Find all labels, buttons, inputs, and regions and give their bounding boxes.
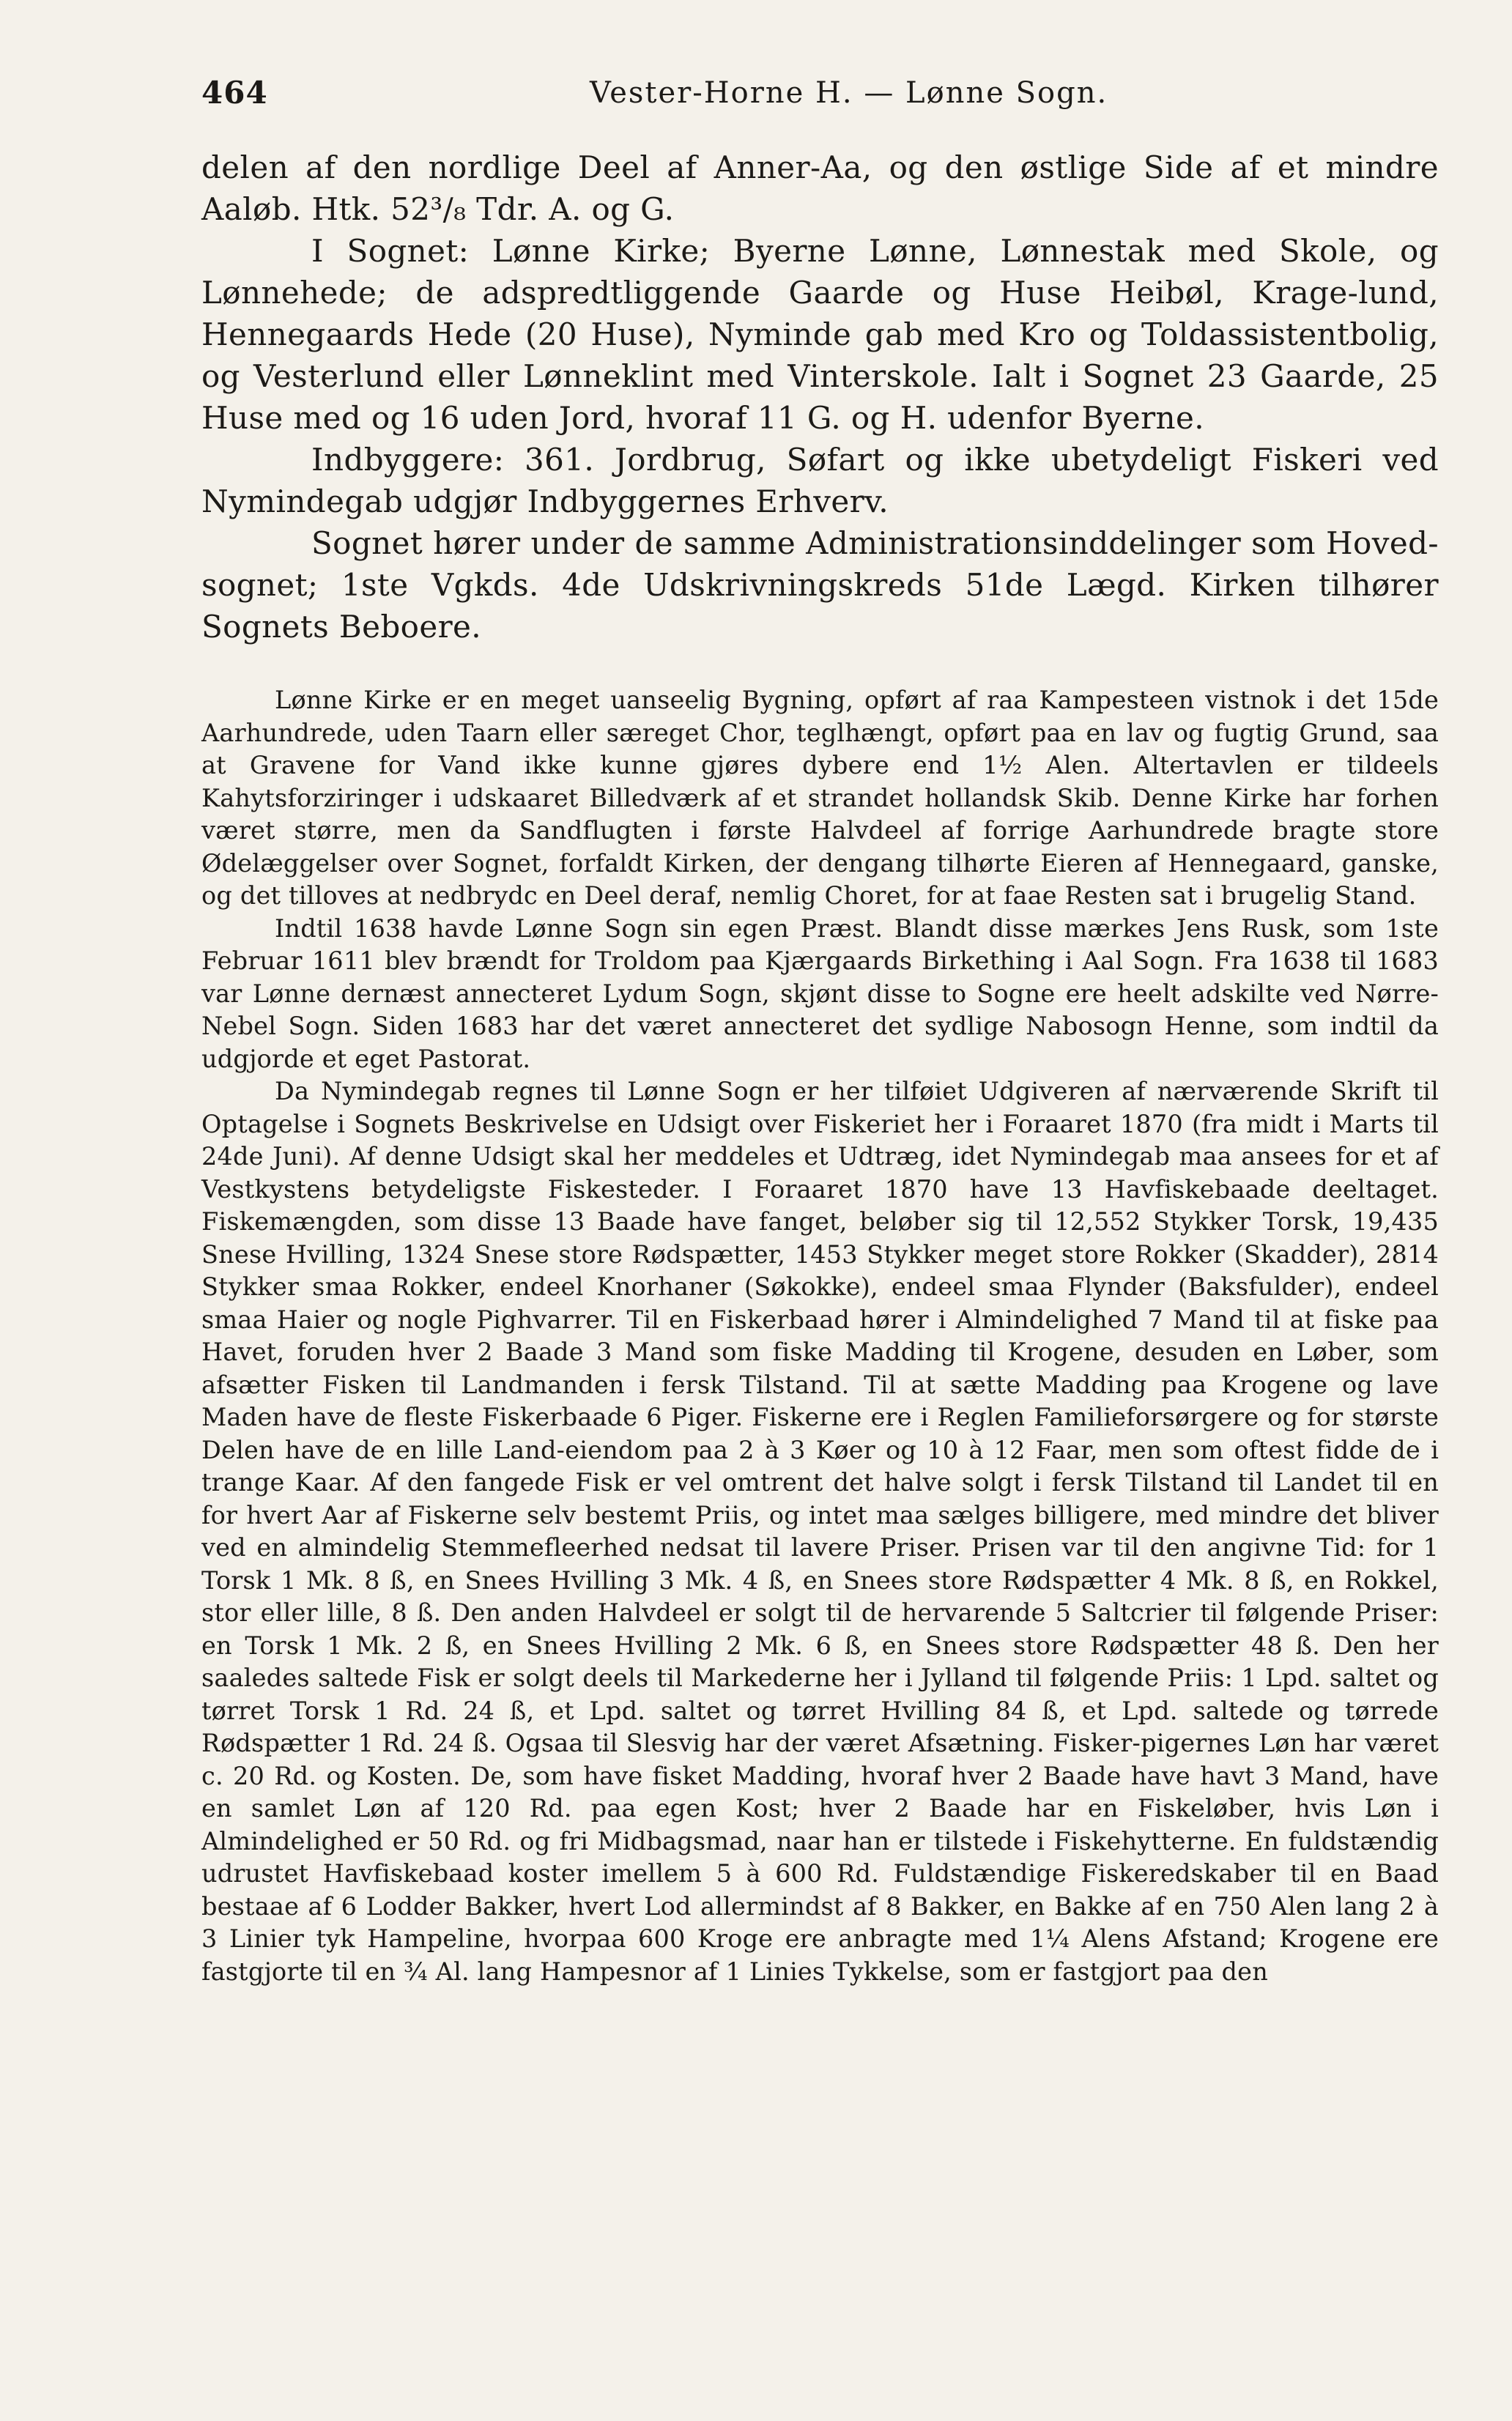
note-paragraph: Indtil 1638 havde Lønne Sogn sin egen Præst. Blandt disse mærkes Jens Rusk, som 1ste Februar 1611 blev brændt for Troldom paa Kjærgaards Birkething i Aal Sogn. Fra 1638 til 1683 var Lønne dernæst annecteret Lydum Sogn, skjønt disse to Sogne ere heelt adskilte ved Nørre-Nebel Sogn. Siden 1683 har det været annecteret det sydlige Nabosogn Henne, som indtil da udgjorde et eget Pastorat.	[201, 913, 1439, 1073]
paragraph: I Sognet: Lønne Kirke; Byerne Lønne, Lønnestak med Skole, og Lønnehede; de adspredtliggende Gaarde og Huse Heibøl, Krage-lund, Hennegaards Hede (20 Huse), Nyminde gab med Kro og Toldassistentbolig, og Vesterlund eller Lønneklint med Vinterskole. Ialt i Sognet 23 Gaarde, 25 Huse med og 16 uden Jord, hvoraf 11 G. og H. udenfor Byerne.	[201, 233, 1439, 436]
note-paragraph: Da Nymindegab regnes til Lønne Sogn er her tilføiet Udgiveren af nærværende Skrift til Optagelse i Sognets Beskrivelse en Udsigt over Fiskeriet her i Foraaret 1870 (fra midt i Marts til 24de Juni). Af denne Udsigt skal her meddeles et Udtræg, idet Nymindegab maa ansees for et af Vestkystens betydeligste Fiskesteder. I Foraaret 1870 have 13 Havfiskebaade deeltaget. Fiskemængden, som disse 13 Baade have fanget, beløber sig til 12,552 Stykker Torsk, 19,435 Snese Hvilling, 1324 Snese store Rødspætter, 1453 Stykker meget store Rokker (Skadder), 2814 Stykker smaa Rokker, endeel Knorhaner (Søkokke), endeel smaa Flynder (Baksfulder), endeel smaa Haier og nogle Pighvarrer. Til en Fiskerbaad hører i Almindelighed 7 Mand til at fiske paa Havet, foruden hver 2 Baade 3 Mand som fiske Madding til Krogene, desuden en Løber, som afsætter Fisken til Landmanden i fersk Tilstand. Til at sætte Madding paa Krogene og lave Maden have de fleste Fiskerbaade 6 Piger. Fiskerne ere i Reglen Familieforsørgere og for største Delen have de en lille Land-eiendom paa 2 à 3 Køer og 10 à 12 Faar, men som oftest fidde de i trange Kaar. Af den fangede Fisk er vel omtrent det halve solgt i fersk Tilstand til Landet til en for hvert Aar af Fiskerne selv bestemt Priis, og intet maa sælges billigere, med mindre det bliver ved en almindelig Stemmefleerhed nedsat til lavere Priser. Prisen var til den angivne Tid: for 1 Torsk 1 Mk. 8 ß, en Snees Hvilling 3 Mk. 4 ß, en Snees store Rødspætter 4 Mk. 8 ß, en Rokkel, stor eller lille, 8 ß. Den anden Halvdeel er solgt til de hervarende 5 Saltcrier til følgende Priser: en Torsk 1 Mk. 2 ß, en Snees Hvilling 2 Mk. 6 ß, en Snees store Rødspætter 48 ß. Den her saaledes saltede Fisk er solgt deels til Markederne her i Jylland til følgende Priis: 1 Lpd. saltet og tørret Torsk 1 Rd. 24 ß, et Lpd. saltet og tørret Hvilling 84 ß, et Lpd. saltede og tørrede Rødspætter 1 Rd. 24 ß. Ogsaa til Slesvig har der været Afsætning. Fisker-pigernes Løn har været c. 20 Rd. og Kosten. De, som have fisket Madding, hvoraf hver 2 Baade have havt 3 Mand, have en samlet Løn af 120 Rd. paa egen Kost; hver 2 Baade har en Fiskeløber, hvis Løn i Almindelighed er 50 Rd. og fri Midbagsmad, naar han er tilstede i Fiskehytterne. En fuldstændig udrustet Havfiskebaad koster imellem 5 à 600 Rd. Fuldstændige Fiskeredskaber til en Baad bestaae af 6 Lodder Bakker, hvert Lod allermindst af 8 Bakker, en Bakke af en 750 Alen lang 2 à 3 Linier tyk Hampeline, hvorpaa 600 Kroge ere anbragte med 1¼ Alens Afstand; Krogene ere fastgjorte til en ¾ Al. lang Hampesnor af 1 Linies Tykkelse, som er fastgjort paa den	[201, 1077, 1439, 1986]
paragraph: Sognet hører under de samme Administrationsinddelinger som Hoved-sognet; 1ste Vgkds. 4de Udskrivningskreds 51de Lægd. Kirken tilhører Sognets Beboere.	[201, 525, 1439, 645]
page-number: 464	[201, 75, 268, 111]
page-header	[201, 66, 1439, 117]
note-paragraph: Lønne Kirke er en meget uanseelig Bygning, opført af raa Kampesteen vistnok i det 15de Aarhundrede, uden Taarn eller særeget Chor, teglhængt, opført paa en lav og fugtig Grund, saa at Gravene for Vand ikke kunne gjøres dybere end 1½ Alen. Altertavlen er tildeels Kahytsforziringer i udskaaret Billedværk af et strandet hollandsk Skib. Denne Kirke har forhen været større, men da Sandflugten i første Halvdeel af forrige Aarhundrede bragte store Ødelæggelser over Sognet, forfaldt Kirken, der dengang tilhørte Eieren af Hennegaard, ganske, og det tilloves at nedbrydc en Deel deraf, nemlig Choret, for at faae Resten sat i brugelig Stand.	[201, 686, 1439, 910]
small-print-notes	[201, 684, 1439, 1988]
paragraph: Indbyggere: 361. Jordbrug, Søfart og ikke ubetydeligt Fiskeri ved Nymindegab udgjør Indbyggernes Erhverv.	[201, 442, 1439, 519]
main-text	[201, 147, 1439, 648]
paragraph: delen af den nordlige Deel af Anner-Aa, og den østlige Side af et mindre Aaløb. Htk. 52³/₈ Tdr. A. og G.	[201, 149, 1439, 227]
running-head: Vester-Horne H. — Lønne Sogn.	[590, 76, 1108, 110]
